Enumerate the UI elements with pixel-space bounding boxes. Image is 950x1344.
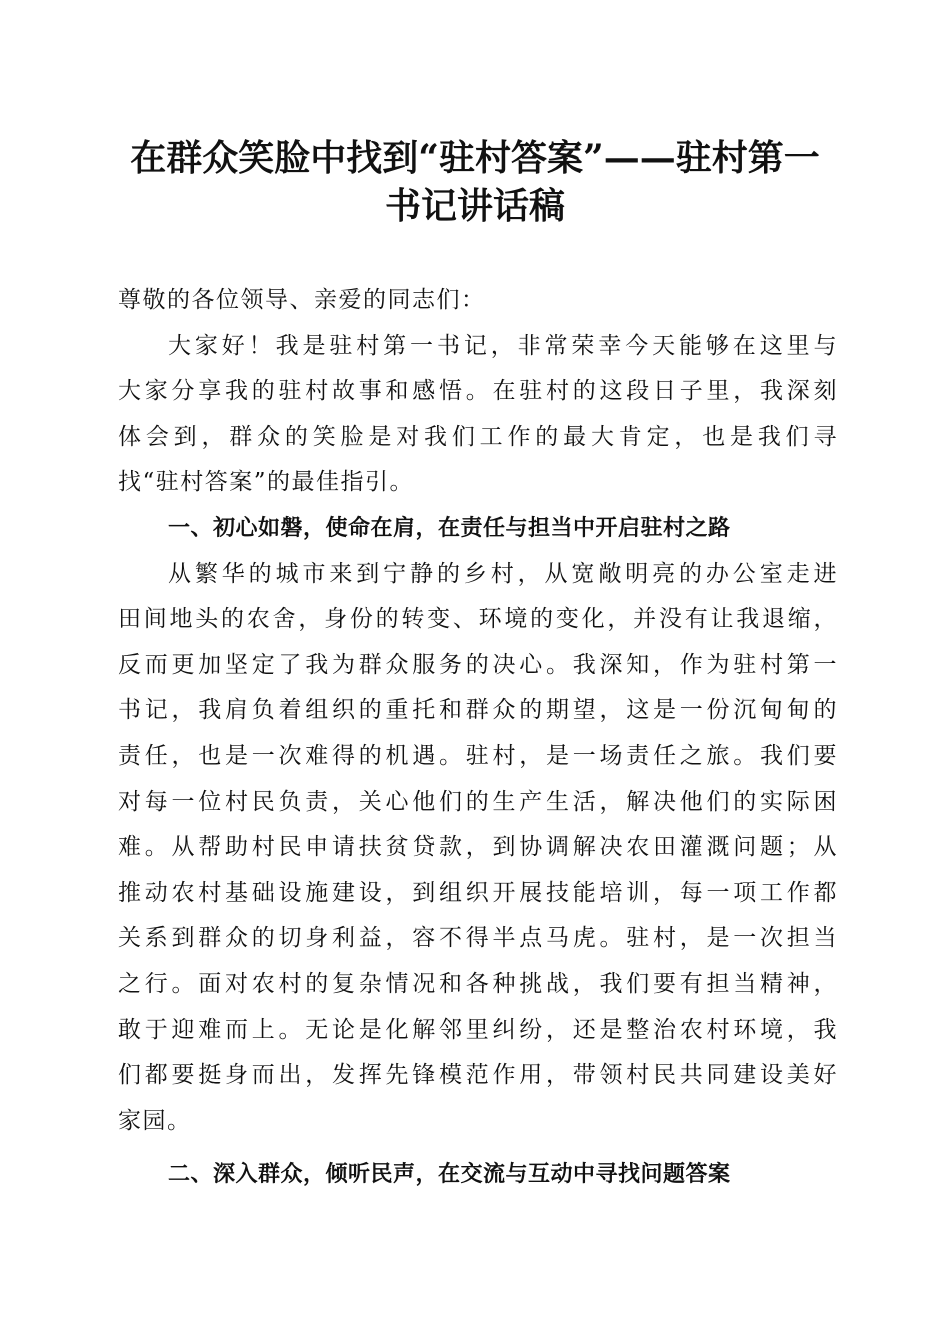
intro-line: 大家分享我的驻村故事和感悟。在驻村的这段日子里，我深刻 — [118, 378, 838, 405]
section-1-line: 敢于迎难而上。无论是化解邻里纠纷，还是整治农村环境，我 — [118, 1016, 838, 1043]
title-line-2: 书记讲话稿 — [384, 185, 565, 227]
section-1-line: 书记，我肩负着组织的重托和群众的期望，这是一份沉甸甸的 — [118, 697, 838, 724]
intro-line: 找“驻村答案”的最佳指引。 — [118, 469, 415, 496]
intro-line: 体会到，群众的笑脸是对我们工作的最大肯定，也是我们寻 — [118, 423, 838, 450]
section-1-line: 责任，也是一次难得的机遇。驻村，是一场责任之旅。我们要 — [118, 742, 838, 769]
section-1-line: 之行。面对农村的复杂情况和各种挑战，我们要有担当精神， — [118, 970, 838, 997]
section-1-line: 家园。 — [118, 1107, 192, 1134]
document-body — [118, 278, 838, 1198]
document-title — [100, 134, 850, 230]
intro-line: 大家好！我是驻村第一书记，非常荣幸今天能够在这里与 — [168, 332, 838, 359]
salutation: 尊敬的各位领导、亲爱的同志们： — [118, 287, 486, 313]
section-1-heading: 一、初心如磐，使命在肩，在责任与担当中开启驻村之路 — [168, 515, 731, 541]
section-1-line: 田间地头的农舍，身份的转变、环境的变化，并没有让我退缩， — [118, 606, 838, 633]
section-1-line: 对每一位村民负责，关心他们的生产生活，解决他们的实际困 — [118, 788, 838, 815]
title-line-1: 在群众笑脸中找到“驻村答案”——驻村第一 — [130, 137, 820, 179]
section-1-line: 关系到群众的切身利益，容不得半点马虎。驻村，是一次担当 — [118, 925, 838, 952]
section-1-line: 难。从帮助村民申请扶贫贷款，到协调解决农田灌溉问题；从 — [118, 834, 838, 861]
section-gap — [118, 1144, 838, 1152]
section-2-heading: 二、深入群众，倾听民声，在交流与互动中寻找问题答案 — [168, 1162, 731, 1188]
section-1-line: 反而更加坚定了我为群众服务的决心。我深知，作为驻村第一 — [118, 651, 838, 678]
section-1-line: 从繁华的城市来到宁静的乡村，从宽敞明亮的办公室走进 — [168, 560, 838, 587]
section-1-line: 们都要挺身而出，发挥先锋模范作用，带领村民共同建设美好 — [118, 1062, 838, 1089]
section-1-line: 推动农村基础设施建设，到组织开展技能培训，每一项工作都 — [118, 879, 838, 906]
